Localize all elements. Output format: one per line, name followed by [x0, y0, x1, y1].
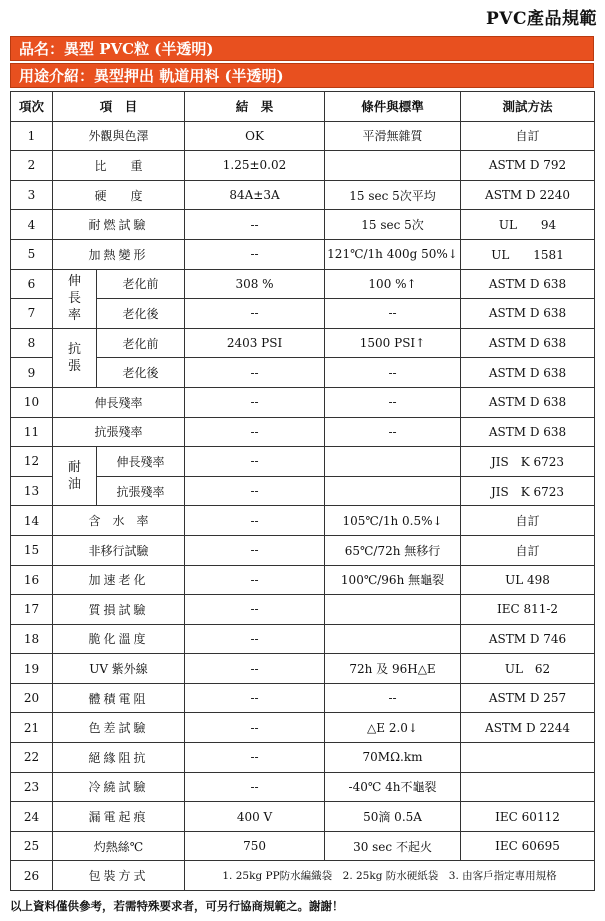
item-name: 脆化溫度 — [53, 624, 185, 654]
row-number: 25 — [11, 831, 53, 861]
item-name: 硬 度 — [53, 180, 185, 210]
item-name: 加熱變形 — [53, 239, 185, 269]
table-row — [11, 447, 595, 477]
item-name: 比 重 — [53, 151, 185, 181]
table-row — [11, 831, 595, 861]
standard-cell: 100℃/96h 無龜裂 — [325, 565, 461, 595]
result-cell: -- — [185, 535, 325, 565]
standard-cell — [325, 624, 461, 654]
method-cell — [461, 772, 595, 802]
method-cell: IEC 60695 — [461, 831, 595, 861]
method-cell: ASTM D 2240 — [461, 180, 595, 210]
result-cell: -- — [185, 239, 325, 269]
table-row — [11, 506, 595, 536]
method-cell: ASTM D 638 — [461, 417, 595, 447]
standard-cell: 72h 及 96H△E — [325, 654, 461, 684]
method-cell: ASTM D 638 — [461, 328, 595, 358]
result-cell: -- — [185, 624, 325, 654]
row-number: 17 — [11, 595, 53, 625]
header-standard: 條件與標準 — [325, 92, 461, 122]
result-cell: -- — [185, 447, 325, 477]
standard-cell — [325, 595, 461, 625]
row-number: 13 — [11, 476, 53, 506]
item-name: 老化前 — [97, 328, 185, 358]
result-cell: -- — [185, 476, 325, 506]
table-row — [11, 180, 595, 210]
method-cell: JIS K 6723 — [461, 447, 595, 477]
row-number: 6 — [11, 269, 53, 299]
result-cell: 1.25±0.02 — [185, 151, 325, 181]
method-cell: 自訂 — [461, 121, 595, 151]
method-cell: ASTM D 746 — [461, 624, 595, 654]
row-number: 23 — [11, 772, 53, 802]
standard-cell: -- — [325, 387, 461, 417]
table-row — [11, 358, 595, 388]
method-cell: UL 1581 — [461, 239, 595, 269]
table-row — [11, 802, 595, 832]
table-row — [11, 713, 595, 743]
item-name: 體積電阻 — [53, 683, 185, 713]
method-cell: UL 498 — [461, 565, 595, 595]
row-number: 16 — [11, 565, 53, 595]
group-label: 抗 張 — [53, 328, 97, 387]
standard-cell: -40℃ 4h不龜裂 — [325, 772, 461, 802]
row-number: 22 — [11, 743, 53, 773]
item-name: 老化前 — [97, 269, 185, 299]
method-cell: UL 94 — [461, 210, 595, 240]
method-cell: ASTM D 638 — [461, 387, 595, 417]
item-name: 灼熱絲℃ — [53, 831, 185, 861]
item-name: 耐燃試驗 — [53, 210, 185, 240]
table-row — [11, 535, 595, 565]
result-cell: -- — [185, 565, 325, 595]
header-method: 測試方法 — [461, 92, 595, 122]
group-label: 伸 長 率 — [53, 269, 97, 328]
row-number: 9 — [11, 358, 53, 388]
document-title: PVC產品規範 — [485, 9, 597, 29]
method-cell — [461, 743, 595, 773]
standard-cell: 30 sec 不起火 — [325, 831, 461, 861]
table-row — [11, 683, 595, 713]
item-name: 包裝方式 — [53, 861, 185, 891]
standard-cell: -- — [325, 417, 461, 447]
row-number: 3 — [11, 180, 53, 210]
spec-table — [10, 91, 595, 891]
result-cell: -- — [185, 713, 325, 743]
table-row — [11, 387, 595, 417]
standard-cell: 65℃/72h 無移行 — [325, 535, 461, 565]
result-cell: -- — [185, 299, 325, 329]
method-cell: ASTM D 638 — [461, 358, 595, 388]
row-number: 1 — [11, 121, 53, 151]
item-name: 伸長殘率 — [53, 387, 185, 417]
method-cell: 自訂 — [461, 506, 595, 536]
row-number: 24 — [11, 802, 53, 832]
method-cell: ASTM D 257 — [461, 683, 595, 713]
standard-cell: 1500 PSI↑ — [325, 328, 461, 358]
header-item: 項 目 — [53, 92, 185, 122]
item-name: 加速老化 — [53, 565, 185, 595]
result-cell: -- — [185, 387, 325, 417]
table-row — [11, 299, 595, 329]
method-cell: IEC 60112 — [461, 802, 595, 832]
method-cell: ASTM D 2244 — [461, 713, 595, 743]
row-number: 2 — [11, 151, 53, 181]
item-name: 冷繞試驗 — [53, 772, 185, 802]
method-cell: ASTM D 792 — [461, 151, 595, 181]
result-cell: -- — [185, 595, 325, 625]
table-row — [11, 417, 595, 447]
standard-cell: -- — [325, 299, 461, 329]
item-name: 質損試驗 — [53, 595, 185, 625]
table-row — [11, 121, 595, 151]
item-name: 色差試驗 — [53, 713, 185, 743]
standard-cell: 100 %↑ — [325, 269, 461, 299]
result-cell: -- — [185, 743, 325, 773]
item-name: 抗張殘率 — [97, 476, 185, 506]
product-name-banner: 品名：異型 PVC粒 (半透明) — [10, 36, 594, 61]
packaging-options: 1. 25kg PP防水編織袋 2. 25kg 防水硬紙袋 3. 由客戶指定專用規格 — [185, 861, 595, 891]
result-cell: 400 V — [185, 802, 325, 832]
header-result: 結 果 — [185, 92, 325, 122]
table-row — [11, 624, 595, 654]
result-cell: 84A±3A — [185, 180, 325, 210]
table-row — [11, 743, 595, 773]
row-number: 19 — [11, 654, 53, 684]
result-cell: -- — [185, 358, 325, 388]
standard-cell — [325, 447, 461, 477]
result-cell: 2403 PSI — [185, 328, 325, 358]
row-number: 20 — [11, 683, 53, 713]
result-cell: -- — [185, 506, 325, 536]
row-number: 26 — [11, 861, 53, 891]
standard-cell: △E 2.0↓ — [325, 713, 461, 743]
standard-cell: 70MΩ.km — [325, 743, 461, 773]
usage-banner: 用途介紹：異型押出 軌道用料 (半透明) — [10, 63, 594, 88]
row-number: 10 — [11, 387, 53, 417]
item-name: 抗張殘率 — [53, 417, 185, 447]
row-number: 18 — [11, 624, 53, 654]
row-number: 12 — [11, 447, 53, 477]
method-cell: UL 62 — [461, 654, 595, 684]
table-row — [11, 861, 595, 891]
table-row — [11, 210, 595, 240]
table-header-row — [11, 92, 595, 122]
table-row — [11, 269, 595, 299]
method-cell: JIS K 6723 — [461, 476, 595, 506]
result-cell: 308 % — [185, 269, 325, 299]
row-number: 8 — [11, 328, 53, 358]
group-label: 耐 油 — [53, 447, 97, 506]
item-name: 非移行試驗 — [53, 535, 185, 565]
method-cell: ASTM D 638 — [461, 299, 595, 329]
standard-cell: 50滴 0.5A — [325, 802, 461, 832]
standard-cell: 121℃/1h 400g 50%↓ — [325, 239, 461, 269]
row-number: 7 — [11, 299, 53, 329]
item-name: 老化後 — [97, 358, 185, 388]
item-name: 含 水 率 — [53, 506, 185, 536]
standard-cell: -- — [325, 358, 461, 388]
row-number: 5 — [11, 239, 53, 269]
standard-cell: 15 sec 5次 — [325, 210, 461, 240]
result-cell: OK — [185, 121, 325, 151]
row-number: 4 — [11, 210, 53, 240]
standard-cell — [325, 151, 461, 181]
table-row — [11, 328, 595, 358]
method-cell: ASTM D 638 — [461, 269, 595, 299]
result-cell: -- — [185, 654, 325, 684]
result-cell: -- — [185, 683, 325, 713]
standard-cell — [325, 476, 461, 506]
table-row — [11, 476, 595, 506]
result-cell: -- — [185, 417, 325, 447]
header-no: 項次 — [11, 92, 53, 122]
result-cell: -- — [185, 210, 325, 240]
table-row — [11, 151, 595, 181]
row-number: 14 — [11, 506, 53, 536]
result-cell: 750 — [185, 831, 325, 861]
method-cell: IEC 811-2 — [461, 595, 595, 625]
table-row — [11, 595, 595, 625]
row-number: 11 — [11, 417, 53, 447]
footer-note: 以上資料僅供參考，若需特殊要求者，可另行協商規範之。謝謝！ — [10, 899, 344, 913]
table-row — [11, 772, 595, 802]
standard-cell: 105℃/1h 0.5%↓ — [325, 506, 461, 536]
table-row — [11, 565, 595, 595]
result-cell: -- — [185, 772, 325, 802]
method-cell: 自訂 — [461, 535, 595, 565]
item-name: 老化後 — [97, 299, 185, 329]
standard-cell: 平滑無雜質 — [325, 121, 461, 151]
row-number: 15 — [11, 535, 53, 565]
table-row — [11, 654, 595, 684]
item-name: 伸長殘率 — [97, 447, 185, 477]
standard-cell: -- — [325, 683, 461, 713]
standard-cell: 15 sec 5次平均 — [325, 180, 461, 210]
item-name: 漏電起痕 — [53, 802, 185, 832]
item-name: UV 紫外線 — [53, 654, 185, 684]
table-row — [11, 239, 595, 269]
item-name: 外觀與色澤 — [53, 121, 185, 151]
item-name: 絕緣阻抗 — [53, 743, 185, 773]
row-number: 21 — [11, 713, 53, 743]
